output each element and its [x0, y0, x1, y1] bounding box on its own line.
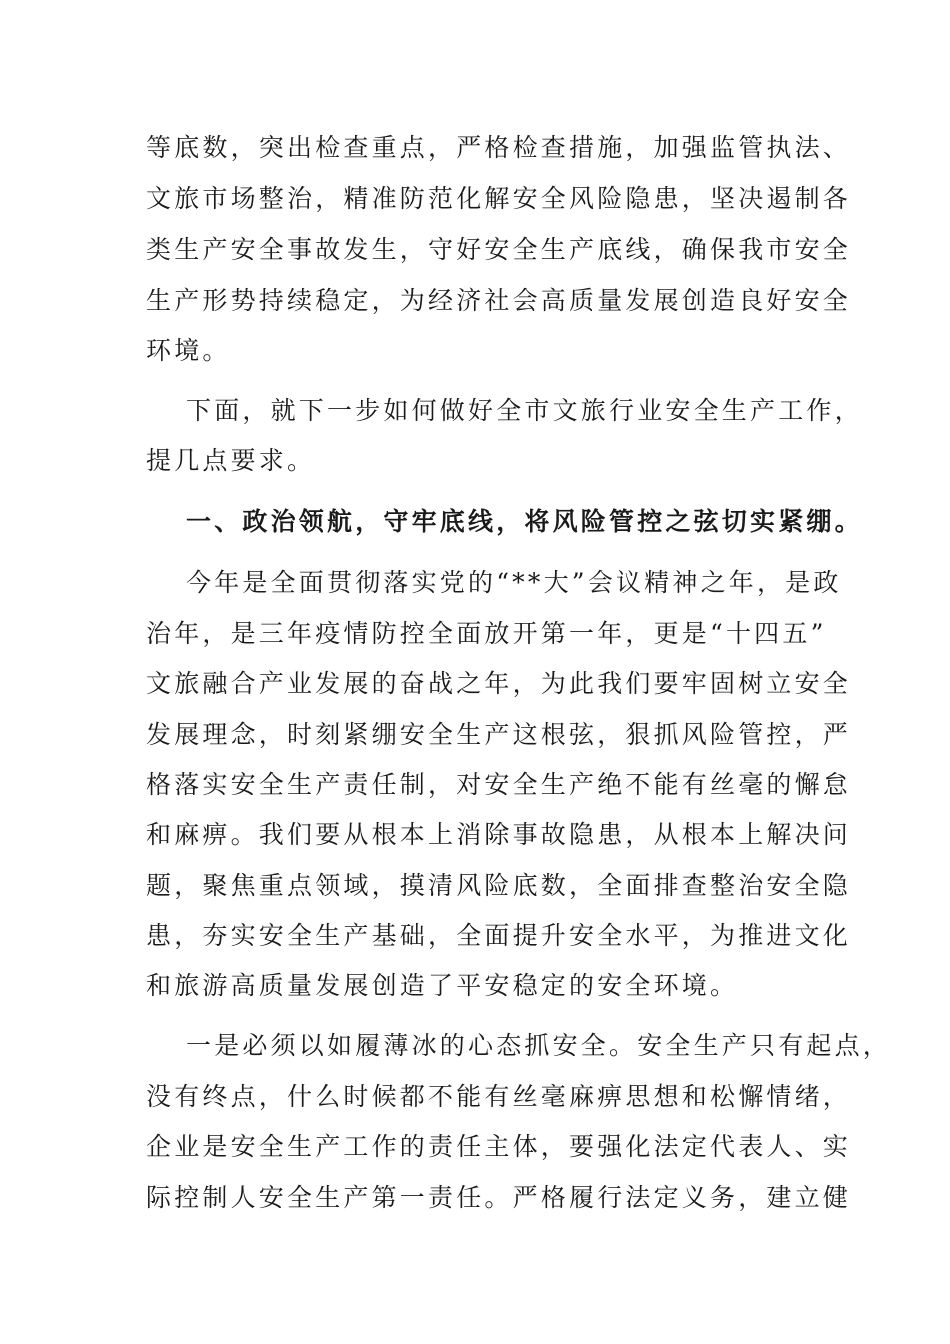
text-line: 和麻痹。我们要从根本上消除事故隐患，从根本上解决问	[146, 820, 852, 849]
text-line: 文旅融合产业发展的奋战之年，为此我们要牢固树立安全	[146, 669, 852, 698]
text-line: 和旅游高质量发展创造了平安稳定的安全环境。	[146, 971, 739, 1000]
text-line: 治年，是三年疫情防控全面放开第一年，更是“十四五”	[146, 619, 827, 648]
text-line: 类生产安全事故发生，守好安全生产底线，确保我市安全	[146, 235, 852, 264]
text-line: 环境。	[146, 336, 231, 365]
text-line: 等底数，突出检查重点，严格检查措施，加强监管执法、	[146, 133, 852, 162]
text-line: 发展理念，时刻紧绷安全生产这根弦，狠抓风险管控，严	[146, 720, 852, 749]
text-line: 格落实安全生产责任制，对安全生产绝不能有丝毫的懈怠	[146, 770, 852, 799]
text-line: 文旅市场整治，精准防范化解安全风险隐患，坚决遏制各	[146, 184, 852, 213]
text-line: 没有终点，什么时候都不能有丝毫麻痹思想和松懈情绪，	[146, 1082, 852, 1111]
section-heading: 一、政治领航，守牢底线，将风险管控之弦切实紧绷。	[186, 507, 863, 536]
text-line: 题，聚焦重点领域，摸清风险底数，全面排查整治安全隐	[146, 871, 852, 900]
text-line: 生产形势持续稳定，为经济社会高质量发展创造良好安全	[146, 286, 852, 315]
text-line: 提几点要求。	[146, 446, 316, 475]
text-line: 际控制人安全生产第一责任。严格履行法定义务，建立健	[146, 1183, 852, 1212]
text-line: 下面，就下一步如何做好全市文旅行业安全生产工作，	[186, 396, 863, 425]
text-line: 患，夯实安全生产基础，全面提升安全水平，为推进文化	[146, 921, 852, 950]
text-line: 企业是安全生产工作的责任主体，要强化法定代表人、实	[146, 1132, 852, 1161]
text-line: 今年是全面贯彻落实党的“**大”会议精神之年，是政	[186, 568, 842, 597]
text-line: 一是必须以如履薄冰的心态抓安全。安全生产只有起点，	[186, 1031, 892, 1060]
